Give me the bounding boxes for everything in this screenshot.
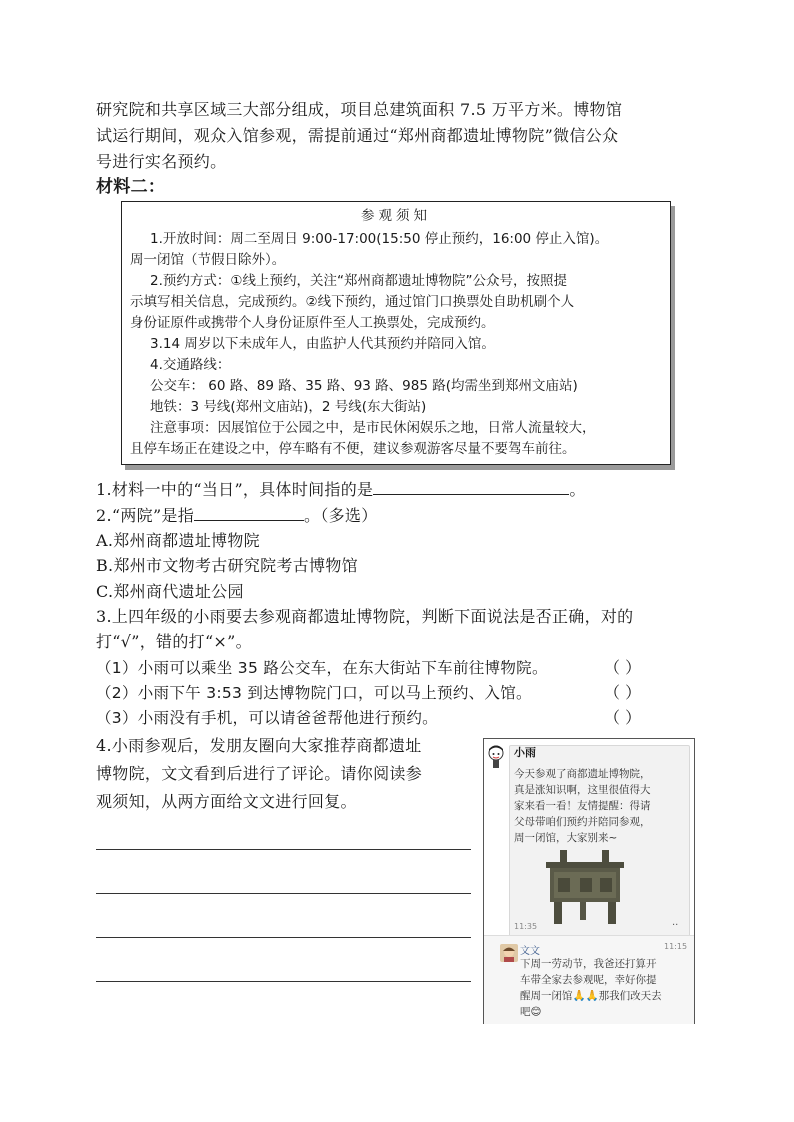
statement-3: （3）小雨没有手机，可以请爸爸帮他进行预约。 — [96, 709, 438, 727]
notice-line-6: 3.14 周岁以下未成年人，由监护人代其预约并陪同入馆。 — [150, 336, 495, 352]
question-2 — [96, 503, 378, 528]
more-options-icon[interactable]: ·· — [672, 920, 679, 931]
question-1-end: 。 — [569, 480, 586, 499]
notice-line-1: 1.开放时间：周二至周日 9:00-17:00(15:50 停止预约，16:00 停止入馆)。 — [150, 231, 609, 247]
question-2-text: 2.“两院”是指 — [96, 506, 195, 525]
answer-line-1[interactable] — [96, 849, 471, 850]
comment-text: 下周一劳动节，我爸还打算开 车带全家去参观呢，幸好你提 醒周一闭馆🙏🙏那我们改天去 吧😊 — [520, 958, 662, 1018]
question-3-line-2: 打“√”，错的打“×”。 — [96, 632, 252, 651]
question-2-option-a: A.郑州商都遗址博物院 — [96, 531, 260, 550]
statement-1: （1）小雨可以乘坐 35 路公交车，在东大街站下车前往博物院。 — [96, 659, 548, 677]
moment-post — [509, 745, 690, 937]
intro-line-2: 试运行期间，观众入馆参观，需提前通过“郑州商都遗址博物院”微信公众 — [96, 126, 619, 145]
question-3-line-1: 3.上四年级的小雨要去参观商都遗址博物院，判断下面说法是否正确，对的 — [96, 607, 634, 626]
answer-line-4[interactable] — [96, 981, 471, 982]
xiaoyu-avatar — [487, 745, 505, 769]
question-4-line-1: 4.小雨参观后，发朋友圈向大家推荐商都遗址 — [96, 736, 422, 755]
question-4-line-3: 观须知，从两方面给文文进行回复。 — [96, 792, 357, 811]
intro-line-1: 研究院和共享区域三大部分组成，项目总建筑面积 7.5 万平方米。博物馆 — [96, 100, 623, 119]
statement-3-answer[interactable]: （ ） — [604, 708, 642, 727]
notice-line-11: 且停车场正在建设之中，停车略有不便，建议参观游客尽量不要驾车前往。 — [130, 441, 576, 457]
material-2-heading: 材料二： — [96, 177, 166, 197]
statement-2-answer[interactable]: （ ） — [604, 683, 642, 702]
notice-line-8: 公交车： 60 路、89 路、35 路、93 路、985 路(均需坐到郑州文庙站) — [150, 378, 578, 394]
question-4-line-2: 博物院，文文看到后进行了评论。请你阅读参 — [96, 764, 423, 783]
question-2-answer-blank[interactable] — [194, 503, 304, 521]
comment-author: 文文 — [520, 946, 540, 957]
notice-line-7: 4.交通路线： — [150, 357, 231, 373]
question-1-text: 1.材料一中的“当日”，具体时间指的是 — [96, 480, 374, 499]
question-2-end: 。（多选） — [304, 506, 378, 525]
visitor-notice-box — [121, 201, 671, 465]
question-1-answer-blank[interactable] — [373, 477, 569, 495]
post-text: 今天参观了商都遗址博物院， 真是涨知识啊，这里很值得大 家来看一看！友情提醒：得请 父母带咱们预约并陪同参观， 周一闭馆，大家别来~ — [514, 768, 651, 844]
notice-line-3: 2.预约方式：①线上预约，关注“郑州商都遗址博物院”公众号，按照提 — [150, 273, 567, 289]
question-1 — [96, 477, 586, 502]
comment-section — [484, 935, 694, 1024]
question-2-option-b: B.郑州市文物考古研究院考古博物馆 — [96, 556, 358, 575]
question-2-option-c: C.郑州商代遗址公园 — [96, 582, 244, 601]
bronze-ding-image — [540, 848, 630, 926]
post-author: 小雨 — [514, 746, 536, 759]
notice-line-2: 周一闭馆（节假日除外）。 — [130, 252, 286, 268]
moments-screenshot — [483, 738, 695, 1024]
statement-1-answer[interactable]: （ ） — [604, 658, 642, 677]
notice-title: 参观须知 — [361, 208, 431, 224]
answer-line-3[interactable] — [96, 937, 471, 938]
post-time: 11:35 — [514, 922, 538, 931]
comment-time: 11:15 — [664, 942, 688, 951]
intro-line-3: 号进行实名预约。 — [96, 152, 227, 171]
statement-2: （2）小雨下午 3:53 到达博物院门口，可以马上预约、入馆。 — [96, 684, 532, 702]
notice-line-10: 注意事项：因展馆位于公园之中，是市民休闲娱乐之地，日常人流量较大， — [150, 420, 596, 436]
answer-line-2[interactable] — [96, 893, 471, 894]
notice-line-4: 示填写相关信息，完成预约。②线下预约，通过馆门口换票处自助机刷个人 — [130, 294, 575, 310]
notice-line-9: 地铁：3 号线(郑州文庙站)，2 号线(东大街站) — [150, 399, 427, 415]
notice-line-5: 身份证原件或携带个人身份证原件至人工换票处，完成预约。 — [130, 315, 495, 331]
wenwen-avatar — [500, 944, 518, 962]
